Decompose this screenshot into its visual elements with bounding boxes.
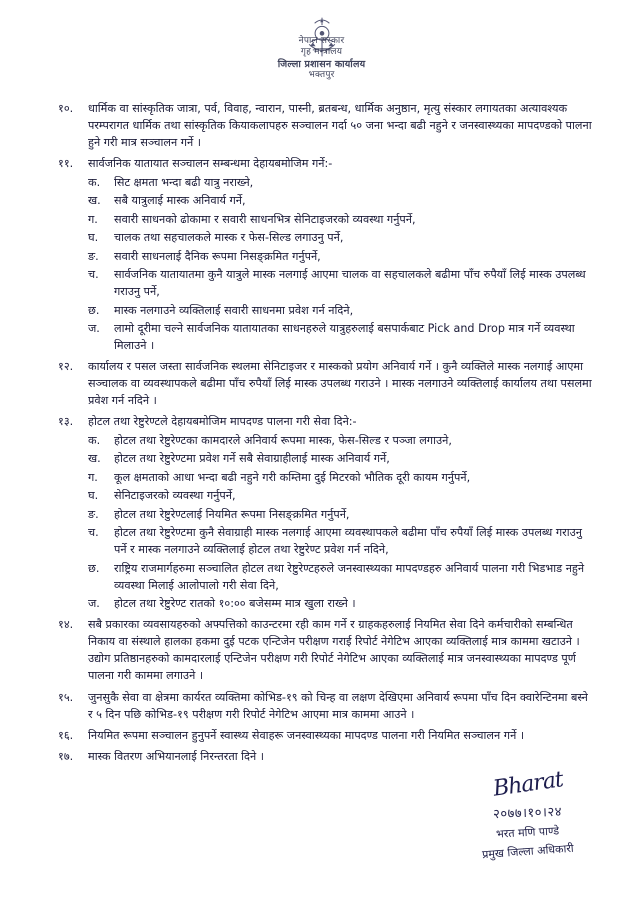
sub-clause-text: होटल तथा रेष्टुरेण्टका कामदारले अनिवार्य रूपमा मास्क, फेस-सिल्ड र पञ्जा लगाउने, xyxy=(114,433,452,447)
sub-clause-text: सेनिटाइजरको व्यवस्था गर्नुपर्ने, xyxy=(114,489,236,503)
sub-clause-text: कूल क्षमताको आधा भन्दा बढी नहुने गरी कम्तिमा दुई मिटरको भौतिक दूरी कायम गर्नुपर्ने, xyxy=(114,470,471,484)
sub-clause-item xyxy=(88,211,593,228)
sub-clause-number: ङ. xyxy=(88,507,99,521)
sub-clause-item xyxy=(88,266,593,300)
clause-text: जुनसुकै सेवा वा क्षेत्रमा कार्यरत व्यक्तिमा कोभिड-१९ को चिन्ह वा लक्षण देखिएमा अनिवार्य रूपमा पाँच दिन क्वारेन्टिनमा बस्ने र ५ दिन पछि कोभिड-१९ परीक्षण गरी रिपोर्ट नेगेटिभ आएमा मात्र काममा आउने । xyxy=(88,690,588,721)
clause-block xyxy=(58,748,593,765)
sub-clause-item xyxy=(88,560,593,594)
clause-block xyxy=(58,358,593,409)
clause-item xyxy=(58,155,593,172)
letterhead-text-lines xyxy=(247,20,397,82)
letterhead-line-3: जिल्ला प्रशासन कार्यालय xyxy=(277,58,366,70)
letterhead-line-4: भक्तपुर xyxy=(308,70,335,81)
signature-date: २०७७।१०।२४ xyxy=(492,804,563,823)
sub-clause-text: लामो दूरीमा चल्ने सार्वजनिक यातायातका साधनहरुले यात्रुहरुलाई बसपार्कबाट Pick and Drop मात्र गर्ने व्यवस्था मिलाउने । xyxy=(114,322,575,353)
sub-clause-number: क. xyxy=(88,433,101,447)
clause-item xyxy=(58,748,593,765)
sub-clause-text: सार्वजनिक यातायातमा कुनै यात्रुले मास्क नलगाई आएमा चालक वा सहचालकले बढीमा पाँच रुपैयाँ लिई मास्क उपलब्ध गराउनु पर्ने, xyxy=(114,268,586,299)
clause-block xyxy=(58,413,593,612)
clause-text: मास्क वितरण अभियानलाई निरन्तरता दिने । xyxy=(88,749,264,763)
sub-clause-number: च. xyxy=(88,268,99,282)
clause-text: होटल तथा रेष्टुरेण्टले देहायबमोजिम मापदण्ड पालना गरी सेवा दिने:- xyxy=(88,415,357,429)
letterhead-emblem-block xyxy=(252,14,392,92)
clause-text: सार्वजनिक यातायात सञ्चालन सम्बन्धमा देहायबमोजिम गर्ने:- xyxy=(88,157,333,171)
sub-clause-text: मास्क नलगाउने व्यक्तिलाई सवारी साधनमा प्रवेश गर्न नदिने, xyxy=(114,303,354,317)
clause-block xyxy=(58,727,593,744)
clause-number: १६. xyxy=(58,728,74,742)
sub-clause-number: ग. xyxy=(88,212,98,226)
clause-item xyxy=(58,358,593,409)
sub-clause-number: च. xyxy=(88,526,99,540)
sub-clause-item xyxy=(88,524,593,558)
sub-clause-text: राष्ट्रिय राजमार्गहरुमा सञ्चालित होटल तथा रेष्टुरेण्टहरुले जनस्वास्थ्यका मापदण्डहरु अनिवार्य पालना गरी भिडभाड नहुने व्यवस्था मिलाई आलोपालो गरी सेवा दिने, xyxy=(114,561,585,592)
clause-text: नियमित रूपमा सञ्चालन हुनुपर्ने स्वास्थ्य सेवाहरू जनस्वास्थ्यका मापदण्ड पालना गरी नियमित सञ्चालन गर्ने । xyxy=(88,728,525,742)
signatory-name: भरत मणि पाण्डे xyxy=(495,824,560,841)
sub-clause-item xyxy=(88,506,593,523)
sub-clause-number: छ. xyxy=(88,561,100,575)
clause-block xyxy=(58,616,593,684)
clause-text: धार्मिक वा सांस्कृतिक जात्रा, पर्व, विवाह, न्वारान, पास्नी, ब्रतबन्ध, धार्मिक अनुष्ठान, मृत्यु संस्कार लगायतका अत्यावश्यक परम्परागत धार्मिक तथा सांस्कृतिक कियाकलापहरु सञ्चालन गर्दा ५० जना भन्दा बढी नहुने र जनस्वास्थ्यका मापदण्डको पालना हुने गरी मात्र सञ्चालन गर्ने । xyxy=(88,102,592,150)
sub-clause-text: सवारी साधनलाई दैनिक रूपमा निसङ्क्रमित गर्नुपर्ने, xyxy=(114,249,321,263)
clause-number: ११. xyxy=(58,157,74,171)
letterhead xyxy=(0,14,643,96)
sub-clause-item xyxy=(88,595,593,612)
sub-clause-item xyxy=(88,229,593,246)
sub-clause-text: होटल तथा रेष्टुरेण्ट रातको १०:०० बजेसम्म मात्र खुला राख्ने । xyxy=(114,597,356,611)
sub-clause-number: छ. xyxy=(88,303,100,317)
sub-clause-number: घ. xyxy=(88,489,99,503)
sub-clause-item xyxy=(88,302,593,319)
sub-clause-text: होटल तथा रेष्टुरेण्टमा प्रवेश गर्ने सबै सेवाग्राहीलाई मास्क अनिवार्य गर्ने, xyxy=(114,452,390,466)
letterhead-line-1: नेपाल सरकार xyxy=(298,36,345,46)
sub-clause-item xyxy=(88,174,593,191)
clause-block xyxy=(58,155,593,354)
sub-clause-item xyxy=(88,432,593,449)
clause-item xyxy=(58,413,593,430)
clause-number: १३. xyxy=(58,415,74,429)
sub-clause-text: सबै यात्रुलाई मास्क अनिवार्य गर्ने, xyxy=(114,194,246,208)
sub-clause-number: ज. xyxy=(88,322,100,336)
sub-clause-text: होटल तथा रेष्टुरेण्टलाई नियमित रूपमा निसङ्क्रमित गर्नुपर्ने, xyxy=(114,507,350,521)
sub-clause-item xyxy=(88,320,593,354)
clause-text: कार्यालय र पसल जस्ता सार्वजनिक स्थलमा सेनिटाइजर र मास्कको प्रयोग अनिवार्य गर्ने । कुनै व्यक्तिले मास्क नलगाई आएमा सञ्चालक वा व्यवस्थापकले बढीमा पाँच रुपैयाँ लिई मास्क उपलब्ध गराउने । मास्क नलगाउने व्यक्तिलाई कार्यालय तथा पसलमा प्रवेश गर्न नदिने । xyxy=(88,360,592,408)
sub-clause-number: ज. xyxy=(88,597,100,611)
sub-clause-item xyxy=(88,469,593,486)
sub-clause-text: सिट क्षमता भन्दा बढी यात्रु नराख्ने, xyxy=(114,175,254,189)
sub-clause-number: ख. xyxy=(88,194,101,208)
clause-item xyxy=(58,689,593,723)
clause-block xyxy=(58,100,593,151)
sub-clause-number: ग. xyxy=(88,470,98,484)
sub-clause-number: घ. xyxy=(88,231,99,245)
sub-clause-text: होटल तथा रेष्टुरेण्टमा कुनै सेवाग्राही मास्क नलगाई आएमा व्यवस्थापकले बढीमा पाँच रुपैयाँ लिई मास्क उपलब्ध गराउनु पर्ने र मास्क नलगाउने व्यक्तिलाई होटल तथा रेष्टुरेण्ट प्रवेश गर्न नदिने, xyxy=(114,526,582,557)
sub-clause-text: चालक तथा सहचालकले मास्क र फेस-सिल्ड लगाउनु पर्ने, xyxy=(114,231,344,245)
sub-clause-item xyxy=(88,192,593,209)
clause-item xyxy=(58,727,593,744)
clause-item xyxy=(58,616,593,684)
clause-number: १७. xyxy=(58,749,74,763)
sub-clause-item xyxy=(88,450,593,467)
clause-text: सबै प्रकारका व्यवसायहरुको अफ्पत्तिको काउन्टरमा रही काम गर्ने र ग्राहकहरुलाई नियमित सेवा दिने कर्मचारीको सम्बन्धित निकाय वा संस्थाले हालका हकमा दुई पटक एन्टिजेन परीक्षण गराई रिपोर्ट नेगेटिभ आएका व्यक्तिलाई मात्र काममा खटाउने । उद्योग प्रतिष्ठानहरुको कामदारलाई एन्टिजेन परीक्षण गरी रिपोर्ट नेगेटिभ आएका व्यक्तिलाई मात्र जनस्वास्थ्यका मापदण्ड पूर्ण पालना गरी काममा लगाउने । xyxy=(88,618,580,683)
clause-number: १२. xyxy=(58,360,74,374)
signatory-title: प्रमुख जिल्ला अधिकारी xyxy=(481,841,574,862)
sub-clause-item xyxy=(88,248,593,265)
signature-block xyxy=(430,767,625,862)
document-body xyxy=(58,100,593,769)
clause-item xyxy=(58,100,593,151)
sub-clause-number: ख. xyxy=(88,452,101,466)
letterhead-line-2: गृह मन्त्रालय xyxy=(300,47,343,58)
clause-number: १०. xyxy=(58,102,74,115)
sub-clause-number: ङ. xyxy=(88,249,99,263)
clause-number: १४. xyxy=(58,618,74,632)
clause-number: १५. xyxy=(58,690,74,704)
sub-clause-item xyxy=(88,487,593,504)
sub-clause-text: सवारी साधनको ढोकामा र सवारी साधनभित्र सेनिटाइजरको व्यवस्था गर्नुपर्ने, xyxy=(114,212,416,226)
clause-block xyxy=(58,689,593,723)
sub-clause-number: क. xyxy=(88,175,101,189)
handwritten-signature: Bharat xyxy=(491,767,564,802)
